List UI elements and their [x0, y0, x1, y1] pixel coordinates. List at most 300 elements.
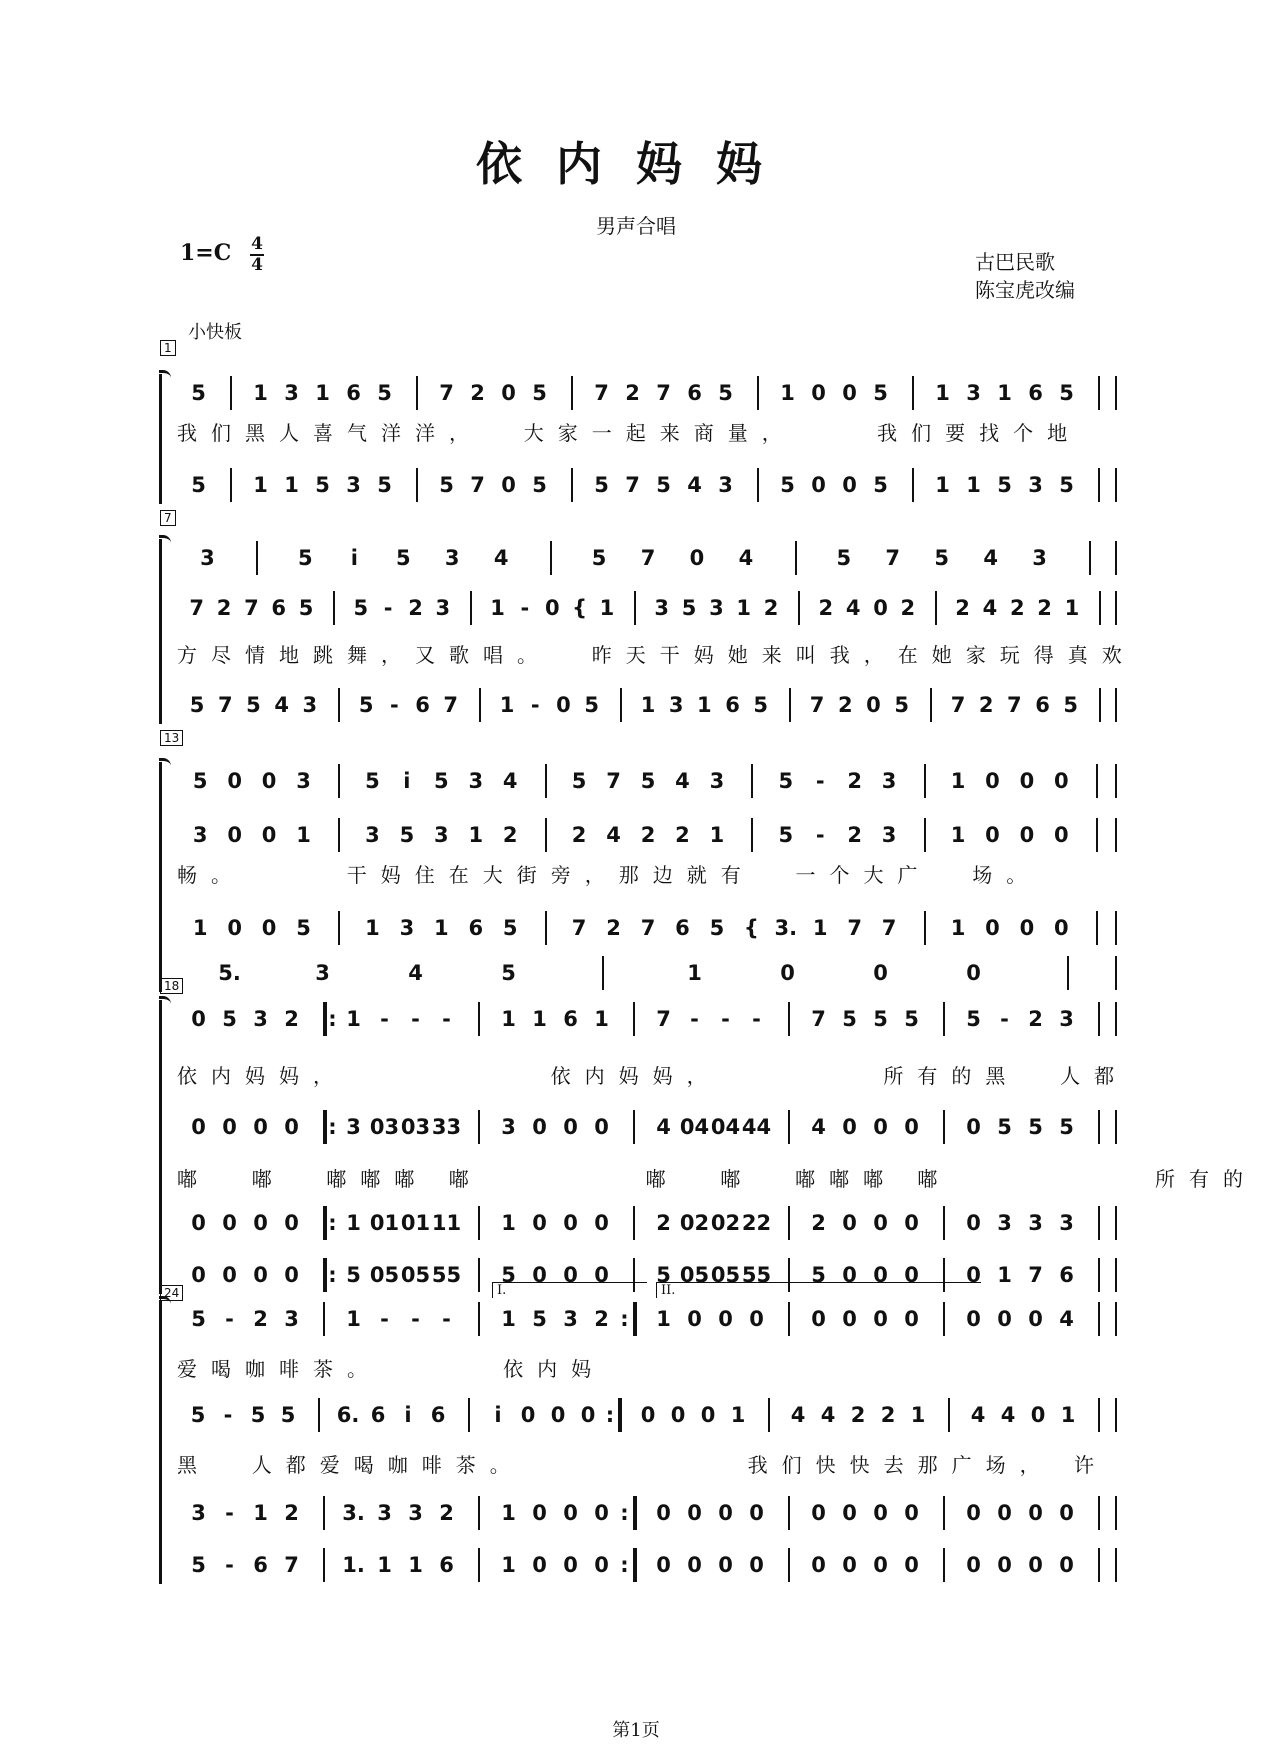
barline [318, 1398, 320, 1432]
note: 5 [904, 1007, 919, 1031]
barline [751, 764, 753, 798]
note: 5 [934, 546, 949, 570]
note: 0 [191, 1007, 206, 1031]
note: 0 [966, 961, 981, 985]
note: 0 [687, 1501, 702, 1525]
note: 3 [191, 1501, 206, 1525]
note: 7 [244, 596, 259, 620]
note: 5. [218, 961, 241, 985]
barline [1098, 1496, 1100, 1530]
note: 0 [966, 1501, 981, 1525]
note: 0 [1059, 1553, 1074, 1577]
note: 5 [190, 1403, 206, 1427]
barline [230, 376, 232, 410]
note: 05 [400, 1263, 431, 1287]
note: 2 [439, 1501, 454, 1525]
note: 04 [710, 1115, 741, 1139]
note: 5 [681, 596, 697, 620]
note: 0 [222, 1211, 237, 1235]
note: 1 [253, 473, 268, 497]
note: 0 [594, 1211, 609, 1235]
note: 7 [640, 916, 656, 940]
note: 0 [873, 1501, 888, 1525]
barline [1098, 1398, 1100, 1432]
note: 0 [997, 1307, 1012, 1331]
barline [1099, 591, 1101, 625]
note: 0 [563, 1263, 578, 1287]
note: 0 [501, 473, 516, 497]
barline [1096, 911, 1098, 945]
barline [633, 1302, 637, 1336]
note: 3 [444, 546, 460, 570]
note: 7 [809, 693, 825, 717]
note: 0 [1054, 769, 1069, 793]
note: 5 [296, 916, 311, 940]
note: 5 [778, 823, 794, 847]
note: 2 [1037, 596, 1052, 620]
note: 4 [811, 1115, 826, 1139]
repeat-dots: : [328, 1115, 337, 1139]
barline [618, 1398, 622, 1432]
note: 1 [997, 1263, 1012, 1287]
barline [1096, 764, 1098, 798]
note: 2 [284, 1501, 299, 1525]
note: 3 [881, 823, 897, 847]
measure-number: 7 [160, 510, 176, 526]
note: 2 [656, 1211, 671, 1235]
barline [788, 1548, 790, 1582]
note: 5 [873, 473, 888, 497]
barline [633, 1496, 637, 1530]
note: 0 [985, 823, 1000, 847]
note: 2 [880, 1403, 896, 1427]
repeat-dots: : [605, 1403, 615, 1427]
barline [478, 1302, 480, 1336]
note: 0 [985, 916, 1000, 940]
note: 0 [563, 1501, 578, 1525]
note: 0 [222, 1263, 237, 1287]
note: 0 [261, 916, 277, 940]
note: 1 [812, 916, 828, 940]
note: 1 [346, 1307, 361, 1331]
note: 0 [749, 1553, 764, 1577]
note: 4 [675, 769, 690, 793]
note: 2 [216, 596, 232, 620]
note: 0 [1019, 823, 1035, 847]
note: 4 [845, 596, 861, 620]
note: 7 [847, 916, 862, 940]
note: 0 [1030, 1403, 1046, 1427]
note: 0 [594, 1263, 609, 1287]
note: 5 [778, 769, 794, 793]
barline [634, 591, 636, 625]
lyric-line: 黑 人都爱喝咖啡茶。 我们快快去那广场， 许 [177, 1453, 1109, 1477]
note: 7 [284, 1553, 299, 1577]
note: 4 [656, 1115, 671, 1139]
note: 6 [1028, 381, 1043, 405]
note: 4 [493, 546, 509, 570]
note: 6 [675, 916, 690, 940]
barline [943, 1548, 945, 1582]
note: 2 [284, 1007, 299, 1031]
barline [788, 1206, 790, 1240]
note: 0 [532, 1211, 547, 1235]
barline [943, 1206, 945, 1240]
note: i [403, 769, 411, 793]
note: 0 [550, 1403, 566, 1427]
note: 02 [679, 1211, 710, 1235]
barline [478, 1258, 480, 1292]
time-signature-bottom: 4 [251, 255, 263, 275]
note: 4 [606, 823, 621, 847]
barline [323, 1110, 327, 1144]
barline [323, 1548, 325, 1582]
note: 0 [1028, 1307, 1043, 1331]
note: 5 [532, 1307, 547, 1331]
note: 0 [1054, 823, 1069, 847]
note: 7 [1007, 693, 1022, 717]
note: 0 [1059, 1501, 1074, 1525]
note: 5 [1063, 693, 1079, 717]
note: 5 [189, 693, 205, 717]
barline [468, 1398, 470, 1432]
barline [338, 688, 340, 722]
note: 0 [687, 1553, 702, 1577]
key-signature: 1=C [180, 240, 232, 266]
barline [323, 1302, 325, 1336]
barline [1098, 1110, 1100, 1144]
barline [333, 591, 335, 625]
barline [768, 1398, 770, 1432]
note: 5 [584, 693, 599, 717]
note: 1 [346, 1211, 361, 1235]
note: 0 [842, 473, 857, 497]
note: 0 [227, 769, 242, 793]
barline [571, 376, 573, 410]
note: 3 [1032, 546, 1047, 570]
note: 2 [625, 381, 640, 405]
note: 0 [904, 1307, 919, 1331]
note: 4 [1059, 1307, 1074, 1331]
note: - [752, 1007, 761, 1031]
note: 1 [910, 1403, 926, 1427]
system-bracket [159, 374, 162, 504]
note: 1 [687, 961, 702, 985]
note: 7 [881, 916, 897, 940]
note: 3 [997, 1211, 1012, 1235]
note: 1 [499, 693, 515, 717]
note: 0 [966, 1553, 981, 1577]
note: 1 [966, 473, 981, 497]
note: 0 [563, 1553, 578, 1577]
note: 2 [253, 1307, 268, 1331]
note: i [494, 1403, 502, 1427]
note: 5 [656, 473, 671, 497]
note: 5 [811, 1263, 826, 1287]
note: 0 [1028, 1501, 1043, 1525]
note: 3 [1028, 1211, 1043, 1235]
note: - [225, 1307, 234, 1331]
note: 3 [200, 546, 215, 570]
note: 3 [1059, 1211, 1074, 1235]
note: 2 [502, 823, 518, 847]
note: 5 [1059, 473, 1074, 497]
note: 2 [847, 823, 862, 847]
credit-arranger: 陈宝虎改编 [975, 278, 1075, 302]
barline [924, 911, 926, 945]
note: 0 [594, 1553, 609, 1577]
end-barline [1115, 1398, 1117, 1432]
note: 0 [842, 1211, 857, 1235]
note: 2 [1028, 1007, 1043, 1031]
note: 1 [253, 381, 268, 405]
barline [1098, 1206, 1100, 1240]
barline [943, 1002, 945, 1036]
note: 5 [594, 473, 609, 497]
note: 3 [966, 381, 981, 405]
note: 1 [532, 1007, 547, 1031]
end-barline [1115, 1110, 1117, 1144]
note: 5 [315, 473, 330, 497]
note: 0 [966, 1115, 981, 1139]
note: - [1000, 1007, 1009, 1031]
barline [470, 591, 472, 625]
note: 5 [399, 823, 415, 847]
note: 0 [873, 1307, 888, 1331]
barline [338, 911, 340, 945]
note: 0 [873, 1553, 888, 1577]
note: 1 [594, 1007, 609, 1031]
barline [323, 1002, 327, 1036]
note: 5 [502, 916, 518, 940]
note: 33 [431, 1115, 462, 1139]
note: 2 [900, 596, 916, 620]
note: 3 [399, 916, 415, 940]
note: 6 [370, 1403, 386, 1427]
note: 5 [439, 473, 454, 497]
lyric-line: 畅。 干妈住在大街旁，那边就有 一个大广 场。 [177, 863, 1041, 887]
barline [545, 818, 547, 852]
note: 3 [253, 1007, 268, 1031]
note: 6 [1059, 1263, 1074, 1287]
barline [935, 591, 937, 625]
note: 2 [763, 596, 779, 620]
barline [633, 1002, 635, 1036]
note: 3 [284, 1307, 299, 1331]
end-barline [1115, 911, 1117, 945]
barline [338, 764, 340, 798]
note: 0 [749, 1307, 764, 1331]
note: 55 [431, 1263, 462, 1287]
barline [416, 468, 418, 502]
note: 7 [439, 381, 454, 405]
note: 1 [501, 1307, 516, 1331]
note: 3 [434, 823, 449, 847]
note: 5 [191, 473, 206, 497]
note: 4 [687, 473, 702, 497]
note: 0 [985, 769, 1000, 793]
note: 1 [501, 1553, 516, 1577]
repeat-dots: : [328, 1007, 337, 1031]
barline [789, 688, 791, 722]
note: 1 [656, 1307, 671, 1331]
barline [757, 376, 759, 410]
note: 0 [700, 1403, 716, 1427]
barline [924, 818, 926, 852]
note: 4 [790, 1403, 806, 1427]
note: 1 [709, 823, 725, 847]
end-barline [1115, 1206, 1117, 1240]
note: 6. [336, 1403, 360, 1427]
note: 1 [935, 381, 950, 405]
barline [943, 1110, 945, 1144]
note: 4 [820, 1403, 836, 1427]
note: 7 [443, 693, 459, 717]
note: 3. [342, 1501, 365, 1525]
note: 1 [253, 1501, 268, 1525]
end-barline [1115, 1258, 1117, 1292]
note: 0 [873, 1115, 888, 1139]
lyric-line: 嘟 嘟 嘟嘟嘟 嘟 嘟 嘟 嘟嘟嘟 嘟 所有的 [177, 1167, 1258, 1191]
note: 1 [950, 916, 966, 940]
end-barline [1115, 818, 1117, 852]
end-barline [1115, 1302, 1117, 1336]
note: 0 [904, 1553, 919, 1577]
note: 0 [532, 1553, 547, 1577]
barline [633, 1548, 637, 1582]
note: 5 [997, 1115, 1012, 1139]
note: 3 [408, 1501, 423, 1525]
note: 1 [346, 1007, 361, 1031]
measure-number: 18 [160, 978, 183, 994]
note: 0 [811, 1307, 826, 1331]
note: 0 [261, 823, 277, 847]
note: 5 [591, 546, 607, 570]
note: 3 [346, 1115, 361, 1139]
note: 7 [606, 769, 621, 793]
note: 7 [217, 693, 233, 717]
barline [1089, 541, 1091, 575]
note: 5 [709, 916, 725, 940]
note: 6 [563, 1007, 578, 1031]
note: 5 [250, 1403, 266, 1427]
note: 5 [395, 546, 411, 570]
note: 5 [640, 769, 656, 793]
note: 5 [192, 769, 208, 793]
note: 7 [656, 1007, 671, 1031]
system-bracket [159, 762, 162, 992]
note: 3 [1059, 1007, 1074, 1031]
page-number: 第1页 [612, 1720, 660, 1741]
note: 4 [1000, 1403, 1016, 1427]
note: 5 [753, 693, 769, 717]
note: 3 [346, 473, 361, 497]
note: 0 [284, 1211, 299, 1235]
note: 5 [718, 381, 733, 405]
note: 3 [302, 693, 318, 717]
barline [478, 1002, 480, 1036]
end-barline [1115, 688, 1117, 722]
note: 2 [978, 693, 994, 717]
note: 5 [532, 381, 547, 405]
note: 0 [227, 916, 242, 940]
note: { [743, 916, 759, 940]
note: 1 [640, 693, 656, 717]
note: 05 [369, 1263, 400, 1287]
barline [930, 688, 932, 722]
volta-bracket: II. [656, 1282, 981, 1298]
note: 1 [1060, 1403, 1076, 1427]
barline [256, 541, 258, 575]
note: 0 [811, 1553, 826, 1577]
note: - [442, 1007, 451, 1031]
barline [912, 376, 914, 410]
note: 0 [253, 1211, 268, 1235]
barline [633, 1206, 635, 1240]
note: 0 [191, 1263, 206, 1287]
note: 1 [365, 916, 380, 940]
note: 3 [377, 1501, 392, 1525]
lyric-line: 我们黑人喜气洋洋， 大家一起来商量， 我们要找个地 [177, 421, 1082, 445]
note: 4 [983, 546, 998, 570]
note: 2 [837, 693, 853, 717]
note: 0 [904, 1263, 919, 1287]
measure-number: 24 [160, 1285, 183, 1301]
note: 3 [654, 596, 669, 620]
barline [1099, 688, 1101, 722]
note: 3 [468, 769, 484, 793]
note: - [815, 769, 825, 793]
note: 0 [284, 1263, 299, 1287]
note: 0 [253, 1263, 268, 1287]
note: 0 [556, 693, 571, 717]
note: 6 [468, 916, 484, 940]
note: 0 [191, 1211, 206, 1235]
time-signature-top: 4 [251, 234, 263, 254]
barline [416, 376, 418, 410]
note: 2 [1009, 596, 1025, 620]
end-barline [1115, 1002, 1117, 1036]
note: i [350, 546, 358, 570]
end-barline [1115, 1496, 1117, 1530]
note: - [721, 1007, 730, 1031]
barline [478, 1548, 480, 1582]
note: 6 [346, 381, 361, 405]
note: 3 [192, 823, 208, 847]
barline [1098, 376, 1100, 410]
note: { [572, 596, 588, 620]
note: 0 [544, 596, 560, 620]
note: 11 [431, 1211, 462, 1235]
barline [1098, 1002, 1100, 1036]
note: - [411, 1007, 420, 1031]
note: 0 [718, 1501, 733, 1525]
note: 5 [346, 1263, 361, 1287]
note: 0 [594, 1115, 609, 1139]
note: i [404, 1403, 412, 1427]
barline [478, 1206, 480, 1240]
barline [323, 1496, 325, 1530]
time-signature [250, 236, 264, 274]
note: 2 [850, 1403, 866, 1427]
note: 0 [842, 381, 857, 405]
system-bracket [159, 539, 162, 724]
note: 2 [606, 916, 621, 940]
note: 7 [571, 916, 587, 940]
note: 2 [811, 1211, 826, 1235]
measure-number: 13 [160, 730, 183, 746]
note: 7 [594, 381, 609, 405]
